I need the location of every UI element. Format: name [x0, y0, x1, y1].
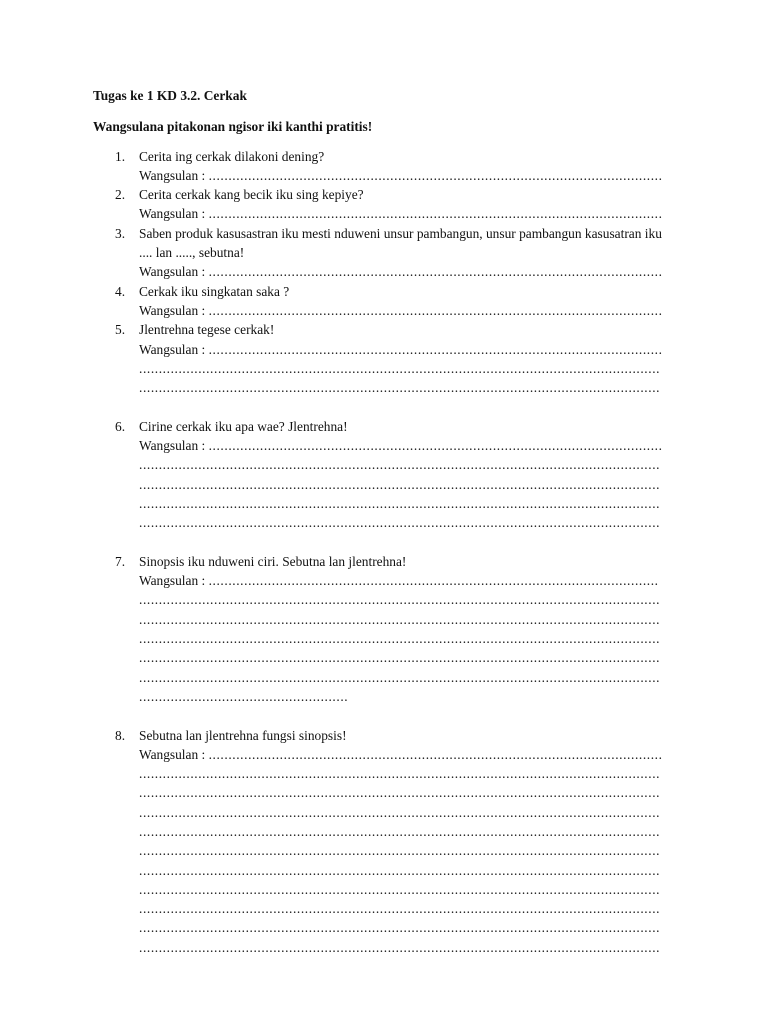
- question-number: 4.: [115, 283, 126, 299]
- question-number: 7.: [115, 553, 126, 569]
- answer-dots: ...................................................................................................................: [208, 167, 663, 183]
- question-text: Saben produk kasusastran iku mesti nduweni unsur pambangun, unsur pambangun kasusatran iku .... lan ....., sebutna!: [139, 225, 662, 261]
- question-number: 5.: [115, 322, 126, 338]
- blank-spacer: [93, 397, 678, 416]
- answer-continuation-line: ....................................................................................................................................: [139, 631, 661, 647]
- question-number: 3.: [115, 225, 126, 241]
- answer-continuation-line: ....................................................................................................................................: [139, 804, 661, 820]
- worksheet-page: [93, 86, 678, 957]
- answer-dots: ...................................................................................................................: [208, 206, 663, 222]
- question-item: [93, 320, 678, 397]
- answer-line: [139, 204, 678, 223]
- question-list: [93, 147, 678, 957]
- answer-label: Wangsulan :: [139, 438, 206, 454]
- answer-continuation-line: ....................................................................................................................................: [139, 611, 661, 627]
- answer-dots: ...................................................................................................................: [208, 746, 663, 762]
- answer-continuation-line: ....................................................................................................................................: [139, 592, 661, 608]
- answer-continuation-line: ....................................................................................................................................: [139, 495, 661, 511]
- question-text: Cirine cerkak iku apa wae? Jlentrehna!: [139, 418, 348, 434]
- answer-label: Wangsulan :: [139, 573, 206, 589]
- question-item: [93, 147, 678, 186]
- answer-continuation-line: .....................................................: [139, 688, 349, 704]
- answer-line: [139, 166, 678, 185]
- question-number: 8.: [115, 727, 126, 743]
- instruction-text: Wangsulana pitakonan ngisor iki kanthi pratitis!: [93, 119, 373, 135]
- question-item: [93, 224, 678, 282]
- answer-continuation-line: ....................................................................................................................................: [139, 669, 661, 685]
- answer-continuation-line: ....................................................................................................................................: [139, 823, 661, 839]
- question-text: Cerita ing cerkak dilakoni dening?: [139, 148, 325, 164]
- question-item: [93, 417, 678, 533]
- question-text: Jlentrehna tegese cerkak!: [139, 322, 275, 338]
- answer-line: [139, 301, 678, 320]
- answer-line: [139, 340, 678, 359]
- question-item: [93, 552, 678, 706]
- answer-continuation-line: ....................................................................................................................................: [139, 843, 661, 859]
- answer-label: Wangsulan :: [139, 302, 206, 318]
- blank-spacer: [93, 706, 678, 725]
- answer-continuation-line: ....................................................................................................................................: [139, 920, 661, 936]
- answer-continuation-line: ....................................................................................................................................: [139, 901, 661, 917]
- question-number: 1.: [115, 148, 126, 164]
- answer-label: Wangsulan :: [139, 264, 206, 280]
- answer-line: [139, 745, 678, 764]
- question-number: 2.: [115, 187, 126, 203]
- question-text: Sebutna lan jlentrehna fungsi sinopsis!: [139, 727, 347, 743]
- answer-continuation-line: ....................................................................................................................................: [139, 360, 661, 376]
- answer-continuation-line: ....................................................................................................................................: [139, 515, 661, 531]
- answer-continuation-line: ....................................................................................................................................: [139, 476, 661, 492]
- answer-dots: ...................................................................................................................: [208, 302, 663, 318]
- blank-spacer: [93, 533, 678, 552]
- question-text: Sinopsis iku nduweni ciri. Sebutna lan jlentrehna!: [139, 553, 407, 569]
- answer-continuation-line: ....................................................................................................................................: [139, 785, 661, 801]
- answer-continuation-line: ....................................................................................................................................: [139, 650, 661, 666]
- answer-continuation-line: ....................................................................................................................................: [139, 766, 661, 782]
- question-text: Cerkak iku singkatan saka ?: [139, 283, 290, 299]
- page-title: Tugas ke 1 KD 3.2. Cerkak: [93, 88, 247, 103]
- question-item: [93, 282, 678, 321]
- answer-line: [139, 436, 678, 455]
- answer-continuation-line: ....................................................................................................................................: [139, 457, 661, 473]
- answer-line: [139, 571, 678, 590]
- answer-dots: ..................................................................................................................: [208, 573, 659, 589]
- answer-label: Wangsulan :: [139, 206, 206, 222]
- answer-dots: ...................................................................................................................: [208, 264, 663, 280]
- answer-dots: ...................................................................................................................: [208, 438, 663, 454]
- question-item: [93, 185, 678, 224]
- answer-continuation-line: ....................................................................................................................................: [139, 939, 661, 955]
- answer-label: Wangsulan :: [139, 341, 206, 357]
- answer-continuation-line: ....................................................................................................................................: [139, 881, 661, 897]
- answer-label: Wangsulan :: [139, 746, 206, 762]
- question-text: Cerita cerkak kang becik iku sing kepiye?: [139, 187, 364, 203]
- answer-dots: ...................................................................................................................: [208, 341, 663, 357]
- answer-continuation-line: ....................................................................................................................................: [139, 380, 661, 396]
- answer-continuation-line: ....................................................................................................................................: [139, 862, 661, 878]
- answer-line: [139, 262, 678, 281]
- answer-label: Wangsulan :: [139, 167, 206, 183]
- question-number: 6.: [115, 418, 126, 434]
- question-item: [93, 726, 678, 958]
